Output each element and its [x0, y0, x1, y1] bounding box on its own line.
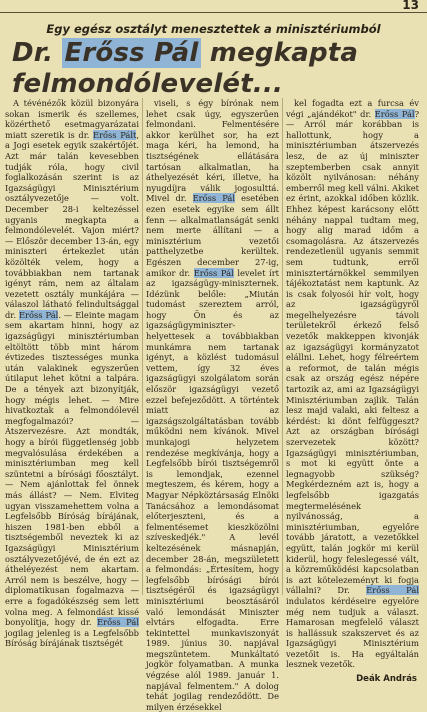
headline-prefix: Dr. — [12, 38, 63, 68]
article-paragraph — [286, 98, 419, 670]
article-column-3 — [282, 98, 422, 685]
article-text: — Átszervezésre. Azt mondták, hogy a bírói függetlenség jobb megvalósulása érdekében a minisztériumban meg kell szüntetni a bírósági főosztályt. — [5, 415, 139, 479]
article-column-2 — [142, 98, 282, 712]
article-paragraph — [146, 98, 279, 712]
name-highlight: Erőss Pál — [18, 309, 59, 320]
article-text: indulatos kérdéseire egyelőre még nem tudjuk a választ. Hamarosan megfelelő választ is hallássuk szakszervet és az Igazságügyi Minisztérium vezetőit is. Ha egyáltalán lesznek vezetők. — [286, 595, 419, 670]
article-text: — Mire hivatkoztak a felmondólevél megfogalmazói? — [5, 394, 139, 426]
article-text: A dolog tehát jogilag rendeződött. De milyen érzésekkel — [146, 680, 279, 712]
article-columns — [2, 98, 424, 712]
name-highlight: Erőss Pál — [192, 193, 236, 204]
author-signature: Deák András — [356, 674, 417, 685]
article-text: esetében ezen esetek egyike sem állt fenn — alkalmatlanságát senki nem merte állítani — a minisztérium vezetői patthelyzetbe kerültek. — [146, 193, 279, 257]
headline-name-highlight: Erőss Pál — [64, 38, 199, 68]
main-headline — [12, 38, 422, 100]
article-text: jogilag jelenleg is a Legfelsőbb Bíróság bírájának tisztségét — [5, 627, 139, 649]
page-number: 13 — [402, 0, 419, 12]
article-text: A felmondást kissé bonyolítja, hogy dr. — [5, 606, 140, 628]
name-highlight: Erőss Pál — [374, 108, 415, 119]
article-text: Dr. — [321, 585, 367, 596]
top-rule — [0, 12, 427, 13]
name-highlight: Erőss Pált — [93, 129, 137, 140]
article-text: , a Jogi esetek egyik szakértőjét. Azt már talán kevesebben tudják róla, hogy civil foglalkozásán szerint is az Igazságügyi Minisztérium osztályvezetője — volt. December 28-i keltezéssel ugyanis megkapta a felmondólevelét. Vajon miért? — [5, 129, 139, 236]
article-text: levelet írt az igazságügy-miniszternek. Idézünk belőle: „Miután tudomást szereztem arról, hogy Ön és az igazságügyminiszter-helyettesek a továbbiakban munkámra nem tartanak igényt, a közlést tudomásul vettem, így 32 éves igazságügyi szolgálatom során először igazságügyi vezető ezzel befejeződött. A történtek miatt az igazságszolgáltatásban tovább működni nem kívánok. Mivel munkajogi helyzetem rendezése megkívánja, hogy a Legfelsőbb bírói tisztségemről is lemondjak, ezennel megteszem, és kérem, hogy a Magyar Népköztársaság Elnöki Tanácsához a lemondásomat előterjeszteni, és a felmentésemet kieszközölni szíveskedjék." — [146, 267, 279, 543]
article-text: — Arról már korábban is hallottunk, hogy a minisztériumban átszervezés lesz, de az új miniszter szeptemberben csak annyit közölt nyilvánosan: néhány emberről meg kell válni. Akiket ez érint, azokkal időben közlik. Ehhez képest karácsony előtt néhány nappal tudtam meg, hogy alig marad időm a csomagolásra. Az átszervezés rendezetlenül ugyanis semmit sem tudtunk, erről minisztertárnökkel semmilyen tájékoztatást nem kaptunk. Az is csak folyosói hír volt, hogy az igazságügyről megelhelyezésre távoli területekről érkező felső vezetők makkeppen kivonják az igazságügyi kormányzatot elállni. Lehet, hogy félreértem a reformot, de talán mégis csak az ország egész népére tartozik az, ami az Igazságügyi Minisztériumban zajlik. Talán lesz majd valaki, aki feltesz a kérdést: ki dönt felfüggeszt? Azt az országban bírósági szervezetek között? Igazságügyi minisztériumban, s mot ki együtt önte a legnagyobb szükség? Megkérdezném azt is, hogy a legfelsőbb igazgatás megtermelésének nyilvánosság, a minisztériumban, egyelőre tovább járatott, a vezetőkkel együtt, talán jogkör mi kerül kiderül, hogy feleslegessé vált, a közreműködési kapcsolatban is azt kötelezeményt ki fogja vállalni? — [286, 119, 419, 596]
name-highlight: Erőss Pál — [366, 585, 419, 596]
article-text: — Nem ajánlottak fel önnek más állást? — [5, 479, 139, 500]
article-text: ? — [414, 108, 420, 119]
article-text: A levél keltezésének másnapján, december 28-án, megszületett a felmondás: „Értesítem, hogy legfelsőbb bírósági bírói tisztségéről és igazságügyi minisztériumi beosztásáról való lemondását Miniszter elvtárs elfogadta. Erre tekintettel munkaviszonyát 1989. június 30. napjával megszüntetem. Munkáltató jogkör folyamatban. A munka végzése alól 1989. január 1. napjával felmentem." — [146, 532, 279, 691]
headline-line-2: felmondólevelét... — [12, 69, 284, 99]
article-text: A tévénézők közül bizonyára sokan ismerik és szellemes, közérthető esetmagyarázatai miatt szeretik is dr. — [5, 98, 139, 140]
article-paragraph — [5, 98, 139, 649]
article-text: viseli, s égy bírónak nem lehet csak úgy, egyszerűen felmondani. Felmentésére akkor kerülhet sor, ha ezt maga kéri, ha lemond, ha tisztségének ellátására tartósan alkalmatlan, ha áthelyezését kéri, illetve, ha nyugdíjra válik jogosulttá. Mivel dr. — [146, 98, 279, 204]
article-text: Egészen december 27-ig, amikor dr. — [146, 256, 279, 278]
article-text: — Először december 13-án, egy miniszteri értekezlet után közölték velem, hogy a továbbiakban nem tartanak igényt rám, nem az általam vezetett osztály munkájára — válaszol látható felindultsággal dr. — [5, 235, 139, 320]
name-highlight: Erőss Pál — [193, 267, 234, 278]
article-text: . — Eleinte magam sem akartam hinni, hogy az igazságügyi minisztériumban eltöltött több mint három évtizedes tisztességes munka után valakinek egyszerűen útilaput lehet kötni a talpára. De a tények azt bizonyítják, hogy mégis lehet. — [5, 309, 139, 405]
headline-line-1 — [12, 38, 422, 69]
headline-verb: megkapta — [200, 38, 359, 68]
kicker-headline: Egy egész osztályt menesztettek a minisztériumból — [46, 22, 381, 36]
name-highlight: Erőss Pál — [97, 617, 139, 628]
article-text: kel fogadta ezt a furcsa év végi „ajándékot" dr. — [286, 98, 419, 119]
article-text: — Nem. Elviteg ugyan visszamehettem volna a Legfelsőbb Bíróság bírájának, hiszen 1981-ben ebből a tisztségemből neveztek ki az Igazságügyi Minisztérium osztályvezetőjévé, de én ezt az átheléyezést nem akartam. Arról nem is beszélve, hogy — diplomatikusan fogalmazva — erre a fogadókészség sem lett volna meg. — [5, 489, 139, 617]
article-column-1 — [2, 98, 142, 649]
